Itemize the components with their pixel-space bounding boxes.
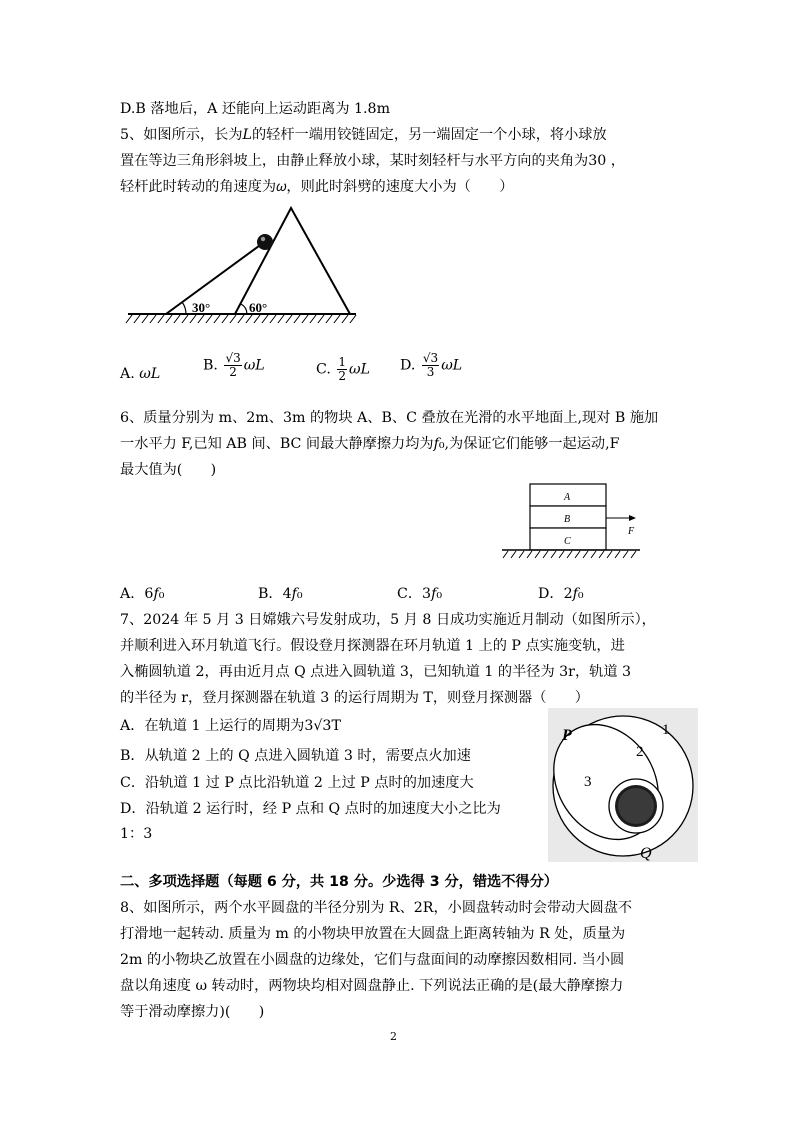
q7-orbit-3-label: 3 <box>584 774 592 790</box>
q6-force-label: F <box>628 526 635 537</box>
q5-option-b[interactable]: B. $\frac{√3}{2}$ ωL <box>203 351 265 379</box>
q6-block-b-label: B <box>564 514 571 525</box>
q4-option-d: D.B 落地后，A 还能向上运动距离为 1.8m <box>120 101 391 117</box>
q7-orbit-1-label: 1 <box>662 722 670 738</box>
q7-point-q-label: Q <box>640 845 652 862</box>
q8-text-line-5: 等于滑动摩擦力)( ) <box>120 1004 265 1020</box>
q6-text-line-2: 一水平力 F,已知 AB 间、BC 间最大静摩擦力均为𝑓₀,为保证它们能够一起运动,F <box>120 436 620 452</box>
q7-text-line-3: 入椭圆轨道 2，再由近月点 Q 点进入圆轨道 3，已知轨道 1 的半径为 3r，轨道 3 <box>120 664 632 680</box>
q8-text-line-3: 2m 的小物块乙放置在小圆盘的边缘处，它们与盘面间的动摩擦因数相同. 当小圆 <box>120 952 625 968</box>
q7-option-d-continued: 1：3 <box>120 826 153 842</box>
q6-option-c[interactable]: C．3𝑓₀ <box>397 586 443 602</box>
q7-option-b[interactable]: B．从轨道 2 上的 Q 点进入圆轨道 3 时，需要点火加速 <box>120 748 471 764</box>
q6-text-line-1: 6、质量分别为 m、2m、3m 的物块 A、B、C 叠放在光滑的水平地面上,现对 B 施加 <box>120 410 659 426</box>
q5-text-line-3: 轻杆此时转动的角速度为𝜔，则此时斜劈的速度大小为（ ） <box>120 179 514 195</box>
q5-option-a[interactable]: A. ωL <box>120 366 161 382</box>
q5-option-d[interactable]: D. $\frac{√3}{3}$ ωL <box>400 351 463 379</box>
q7-option-d[interactable]: D．沿轨道 2 运行时，经 P 点和 Q 点时的加速度大小之比为 <box>120 801 501 817</box>
q5-option-c-fraction: $\frac{1}{2}$ <box>338 355 347 383</box>
q7-text-line-1: 7、2024 年 5 月 3 日嫦娥六号发射成功，5 月 8 日成功实施近月制动（如图所示）， <box>120 612 656 628</box>
q5-angle-30-label: 30° <box>192 300 211 315</box>
q5-option-c[interactable]: C. $\frac{1}{2}$ ωL <box>316 355 371 383</box>
page-number: 2 <box>390 1030 397 1043</box>
q6-option-b[interactable]: B．4𝑓₀ <box>258 586 303 602</box>
q7-option-a[interactable]: A．在轨道 1 上运行的周期为3√3T <box>120 718 341 734</box>
q6-blocks-figure <box>500 478 650 563</box>
q8-text-line-2: 打滑地一起转动. 质量为 m 的小物块甲放置在大圆盘上距离转轴为 R 处，质量为 <box>120 926 626 942</box>
q6-block-c-label: C <box>564 536 571 547</box>
q8-text-line-4: 盘以角速度 ω 转动时，两物块均相对圆盘静止. 下列说法正确的是(最大静摩擦力 <box>120 978 624 994</box>
q7-option-c[interactable]: C．沿轨道 1 过 P 点比沿轨道 2 上过 P 点时的加速度大 <box>120 775 474 791</box>
q6-text-line-3: 最大值为( ) <box>120 462 217 478</box>
q5-wedge-figure <box>120 200 365 330</box>
q6-option-d[interactable]: D．2𝑓₀ <box>538 586 584 602</box>
q7-orbit-2-label: 2 <box>636 744 644 760</box>
q8-text-line-1: 8、如图所示，两个水平圆盘的半径分别为 R、2R，小圆盘转动时会带动大圆盘不 <box>120 900 633 916</box>
q5-text-line-1: 5、如图所示，长为𝐿的轻杆一端用铰链固定，另一端固定一个小球，将小球放 <box>120 127 607 143</box>
q5-option-b-fraction: $\frac{√3}{2}$ <box>225 351 241 379</box>
q6-block-a-label: A <box>564 492 571 503</box>
q5-angle-60-label: 60° <box>249 300 268 315</box>
q7-point-p-label: P <box>562 727 572 744</box>
q5-text-line-2: 置在等边三角形斜坡上，由静止释放小球，某时刻轻杆与水平方向的夹角为30 ， <box>120 153 625 169</box>
q7-text-line-4: 的半径为 r，登月探测器在轨道 3 的运行周期为 T，则登月探测器（ ） <box>120 690 589 706</box>
q6-option-a[interactable]: A．6𝑓₀ <box>120 586 165 602</box>
q7-text-line-2: 并顺利进入环月轨道飞行。假设登月探测器在环月轨道 1 上的 P 点实施变轨，进 <box>120 638 625 654</box>
q7-orbit-figure <box>548 708 698 862</box>
section-2-heading: 二、多项选择题（每题 6 分，共 18 分。少选得 3 分，错选不得分） <box>120 874 558 890</box>
q5-option-d-fraction: $\frac{√3}{3}$ <box>422 351 439 379</box>
